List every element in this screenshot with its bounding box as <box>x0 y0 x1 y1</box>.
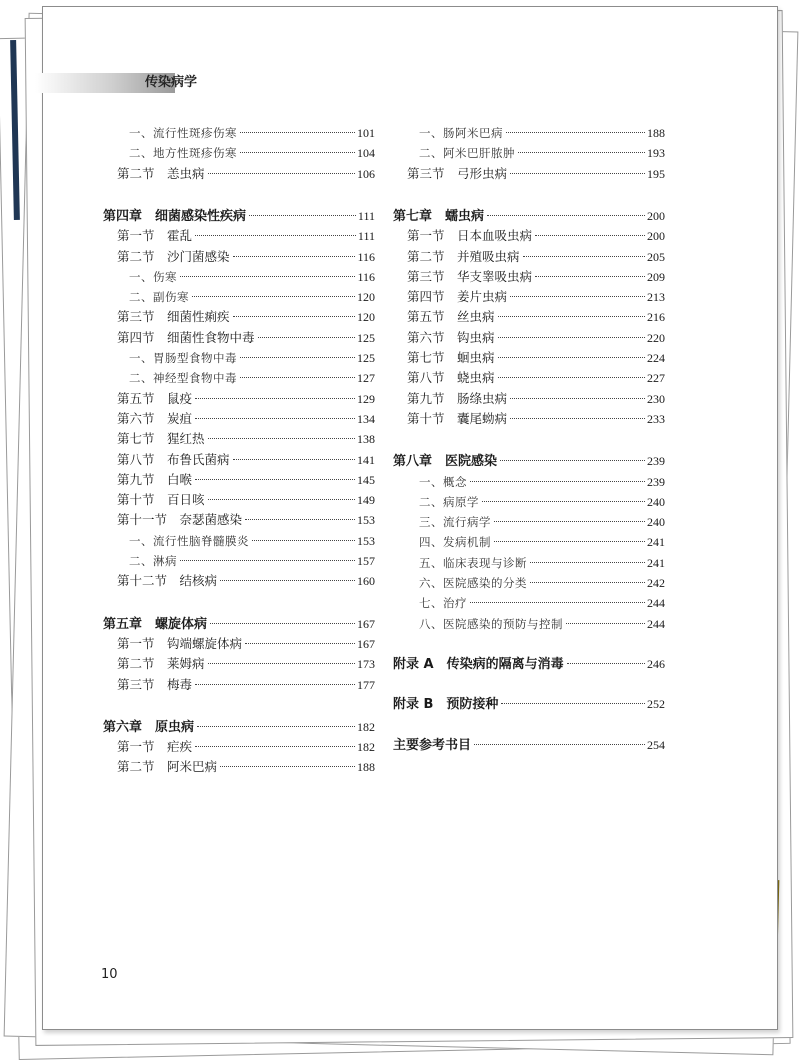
toc-entry-page: 209 <box>647 269 665 284</box>
toc-entry-title: 第八节 布鲁氏菌病 <box>117 451 230 467</box>
dot-leader <box>494 541 645 542</box>
dot-leader <box>195 398 355 399</box>
toc-item-entry[interactable] <box>103 123 375 143</box>
toc-section-entry[interactable] <box>393 368 665 388</box>
dot-leader <box>470 481 645 482</box>
toc-entry-title: 二、阿米巴肝脓肿 <box>419 146 515 161</box>
toc-item-entry[interactable] <box>103 267 375 287</box>
toc-item-entry[interactable] <box>393 123 665 143</box>
toc-section-entry[interactable] <box>393 226 665 246</box>
toc-section-entry[interactable] <box>393 287 665 307</box>
dot-leader <box>523 256 645 257</box>
toc-item-entry[interactable] <box>393 593 665 613</box>
toc-entry-title: 六、医院感染的分类 <box>419 576 527 590</box>
toc-entry-title: 二、病原学 <box>419 494 479 509</box>
toc-entry-page: 246 <box>647 656 665 671</box>
dot-leader <box>180 276 355 277</box>
dot-leader <box>498 337 645 338</box>
toc-entry-title: 一、概念 <box>419 474 467 489</box>
dot-leader <box>510 296 645 297</box>
dot-leader <box>208 499 355 500</box>
toc-entry-title: 第六节 钩虫病 <box>407 329 495 345</box>
toc-entry-page: 125 <box>357 351 375 365</box>
dot-leader <box>498 377 645 378</box>
dot-leader <box>482 501 645 502</box>
toc-item-entry[interactable] <box>103 368 375 388</box>
toc-entry-title: 第二节 莱姆病 <box>117 656 205 672</box>
toc-section-entry[interactable] <box>103 429 375 449</box>
toc-entry-page: 244 <box>647 596 665 611</box>
toc-chapter-entry[interactable] <box>393 451 665 471</box>
toc-entry-page: 224 <box>647 351 665 365</box>
toc-entry-page: 111 <box>357 229 375 244</box>
toc-chapter-entry[interactable] <box>103 717 375 737</box>
toc-entry-title: 一、肠阿米巴病 <box>419 126 503 140</box>
toc-entry-page: 240 <box>647 515 665 530</box>
toc-section-entry[interactable] <box>103 247 375 267</box>
toc-entry-page: 252 <box>647 697 665 712</box>
toc-section-entry[interactable] <box>103 675 375 695</box>
toc-section-entry[interactable] <box>393 164 665 184</box>
toc-entry-title: 第四节 姜片虫病 <box>407 289 508 305</box>
toc-entry-title: 五、临床表现与诊断 <box>419 555 527 570</box>
dot-leader <box>195 235 356 236</box>
dot-leader <box>252 540 355 541</box>
toc-section-entry[interactable] <box>103 470 375 490</box>
dot-leader <box>474 744 645 745</box>
dot-leader <box>195 418 355 419</box>
toc-entry-page: 239 <box>647 454 665 469</box>
toc-entry-title: 第三节 弓形虫病 <box>407 165 508 181</box>
toc-item-entry[interactable] <box>103 551 375 571</box>
toc-entry-page: 200 <box>647 208 665 223</box>
toc-entry-title: 第二节 恙虫病 <box>117 165 205 181</box>
toc-entry-title: 附录 A 传染病的隔离与消毒 <box>393 656 564 672</box>
toc-section-entry[interactable] <box>103 737 375 757</box>
toc-entry-title: 第三节 细菌性痢疾 <box>117 309 230 325</box>
toc-appendix-entry[interactable] <box>393 654 665 674</box>
dot-leader <box>470 602 645 603</box>
dot-leader <box>500 460 645 461</box>
toc-section-entry[interactable] <box>103 490 375 510</box>
dot-leader <box>510 173 645 174</box>
toc-section-entry[interactable] <box>103 757 375 777</box>
dot-leader <box>258 337 355 338</box>
toc-entry-page: 244 <box>647 616 665 631</box>
toc-item-entry[interactable] <box>393 553 665 573</box>
toc-section-entry[interactable] <box>393 267 665 287</box>
toc-entry-title: 第一节 钩端螺旋体病 <box>117 635 243 651</box>
toc-entry-page: 220 <box>647 330 665 345</box>
dot-leader <box>566 623 645 624</box>
dot-leader <box>220 580 355 581</box>
toc-entry-page: 153 <box>357 513 375 528</box>
toc-entry-page: 177 <box>357 677 375 692</box>
toc-entry-page: 242 <box>647 576 665 590</box>
toc-entry-page: 241 <box>647 555 665 570</box>
dot-leader <box>506 132 645 133</box>
toc-entry-page: 111 <box>357 208 375 223</box>
toc-item-entry[interactable] <box>393 492 665 512</box>
toc-entry-page: 138 <box>357 432 375 447</box>
toc-entry-title: 一、流行性斑疹伤寒 <box>129 126 237 140</box>
toc-entry-page: 167 <box>357 636 375 651</box>
toc-entry-page: 104 <box>357 146 375 161</box>
toc-entry-title: 第七节 蛔虫病 <box>407 350 495 365</box>
dot-leader <box>530 582 645 583</box>
toc-entry-page: 127 <box>357 371 375 386</box>
toc-section-entry[interactable] <box>393 348 665 368</box>
toc-entry-page: 160 <box>357 574 375 589</box>
toc-entry-page: 182 <box>357 719 375 734</box>
dot-leader <box>220 766 355 767</box>
toc-section-entry[interactable] <box>103 571 375 591</box>
dot-leader <box>233 316 355 317</box>
toc-entry-page: 213 <box>647 290 665 305</box>
toc-entry-title: 二、副伤寒 <box>129 290 189 305</box>
toc-entry-title: 四、发病机制 <box>419 535 491 550</box>
toc-entry-title: 七、治疗 <box>419 596 467 611</box>
toc-entry-title: 第一节 疟疾 <box>117 739 193 755</box>
dot-leader <box>240 132 355 133</box>
dot-leader <box>233 459 355 460</box>
dot-leader <box>487 215 645 216</box>
toc-item-entry[interactable] <box>393 472 665 492</box>
dot-leader <box>498 357 645 358</box>
toc-entry-title: 第二节 阿米巴病 <box>117 759 218 775</box>
toc-entry-title: 第七章 蠕虫病 <box>393 208 485 224</box>
dot-leader <box>510 398 645 399</box>
dot-leader <box>245 519 355 520</box>
toc-entry-title: 二、地方性斑疹伤寒 <box>129 146 237 161</box>
dot-leader <box>210 623 355 624</box>
toc-entry-page: 129 <box>357 391 375 406</box>
dot-leader <box>530 562 645 563</box>
toc-section-entry[interactable] <box>103 654 375 674</box>
toc-item-entry[interactable] <box>103 143 375 163</box>
toc-section-entry[interactable] <box>393 307 665 327</box>
toc-entry-title: 二、神经型食物中毒 <box>129 371 237 386</box>
toc-entry-page: 120 <box>357 310 375 325</box>
toc-entry-title: 主要参考书目 <box>393 737 472 753</box>
toc-entry-title: 第三节 华支睾吸虫病 <box>407 268 533 284</box>
dot-leader <box>195 479 355 480</box>
toc-entry-title: 二、淋病 <box>129 554 177 568</box>
toc-entry-page: 227 <box>647 371 665 386</box>
toc-entry-page: 153 <box>357 533 375 548</box>
dot-leader <box>233 256 356 257</box>
toc-section-entry[interactable] <box>103 307 375 327</box>
toc-entry-title: 第十节 百日咳 <box>117 492 205 508</box>
toc-entry-page: 193 <box>647 146 665 161</box>
toc-entry-page: 125 <box>357 330 375 345</box>
toc-appendix-entry[interactable] <box>393 735 665 755</box>
toc-entry-title: 第十节 囊尾蚴病 <box>407 410 508 426</box>
toc-entry-page: 116 <box>357 249 375 264</box>
toc-section-entry[interactable] <box>103 450 375 470</box>
dot-leader <box>518 152 645 153</box>
toc-entry-page: 241 <box>647 535 665 550</box>
dot-leader <box>245 643 355 644</box>
toc-section-entry[interactable] <box>103 389 375 409</box>
toc-entry-page: 101 <box>357 126 375 140</box>
toc-entry-page: 167 <box>357 616 375 631</box>
dot-leader <box>195 746 355 747</box>
toc-entry-page: 157 <box>357 554 375 568</box>
toc-entry-page: 240 <box>647 494 665 509</box>
toc-entry-title: 第十一节 奈瑟菌感染 <box>117 512 243 528</box>
toc-entry-page: 233 <box>647 411 665 426</box>
toc-entry-title: 第五节 鼠疫 <box>117 390 193 406</box>
toc-entry-title: 第八章 医院感染 <box>393 454 498 470</box>
toc-entry-page: 195 <box>647 166 665 181</box>
toc-entry-title: 第十二节 结核病 <box>117 573 218 589</box>
toc-section-entry[interactable] <box>103 409 375 429</box>
toc-entry-title: 第六章 原虫病 <box>103 719 195 735</box>
toc-chapter-entry[interactable] <box>103 614 375 634</box>
toc-entry-page: 120 <box>357 290 375 305</box>
dot-leader <box>567 663 645 664</box>
toc-entry-page: 230 <box>647 391 665 406</box>
toc-section-entry[interactable] <box>393 389 665 409</box>
running-header-title: 传染病学 <box>145 75 198 90</box>
toc-item-entry[interactable] <box>103 287 375 307</box>
dot-leader <box>208 173 355 174</box>
page-number: 10 <box>101 967 118 982</box>
toc-entry-page: 141 <box>357 452 375 467</box>
toc-entry-title: 第八节 蛲虫病 <box>407 370 495 386</box>
toc-section-entry[interactable] <box>103 328 375 348</box>
toc-entry-page: 134 <box>357 411 375 426</box>
toc-entry-page: 239 <box>647 474 665 489</box>
toc-entry-page: 145 <box>357 472 375 487</box>
dot-leader <box>535 276 645 277</box>
toc-entry-title: 第一节 霍乱 <box>117 228 193 244</box>
dot-leader <box>498 316 645 317</box>
toc-entry-page: 188 <box>647 126 665 140</box>
toc-item-entry[interactable] <box>393 143 665 163</box>
toc-item-entry[interactable] <box>103 348 375 368</box>
toc-entry-title: 第二节 并殖吸虫病 <box>407 248 520 264</box>
toc-entry-page: 216 <box>647 310 665 325</box>
dot-leader <box>494 521 645 522</box>
toc-entry-title: 八、医院感染的预防与控制 <box>419 616 563 631</box>
toc-entry-title: 一、伤寒 <box>129 269 177 284</box>
toc-entry-page: 116 <box>357 269 375 284</box>
toc-entry-title: 第五章 螺旋体病 <box>103 616 208 632</box>
dot-leader <box>240 377 355 378</box>
toc-entry-title: 第三节 梅毒 <box>117 676 193 692</box>
toc-entry-page: 200 <box>647 229 665 244</box>
toc-item-entry[interactable] <box>103 531 375 551</box>
toc-entry-title: 第四节 细菌性食物中毒 <box>117 329 255 345</box>
toc-item-entry[interactable] <box>393 532 665 552</box>
toc-item-entry[interactable] <box>393 614 665 634</box>
toc-entry-title: 第五节 丝虫病 <box>407 309 495 325</box>
dot-leader <box>535 235 645 236</box>
toc-entry-page: 188 <box>357 760 375 775</box>
toc-entry-title: 附录 B 预防接种 <box>393 697 499 713</box>
toc-entry-title: 一、流行性脑脊髓膜炎 <box>129 533 249 548</box>
dot-leader <box>240 357 355 358</box>
toc-item-entry[interactable] <box>393 512 665 532</box>
toc-entry-page: 106 <box>357 166 375 181</box>
dot-leader <box>192 296 355 297</box>
toc-entry-title: 第四章 细菌感染性疾病 <box>103 208 247 224</box>
dot-leader <box>249 215 356 216</box>
toc-section-entry[interactable] <box>103 226 375 246</box>
toc-chapter-entry[interactable] <box>393 206 665 226</box>
toc-section-entry[interactable] <box>103 510 375 530</box>
toc-entry-title: 第二节 沙门菌感染 <box>117 248 230 264</box>
toc-section-entry[interactable] <box>393 409 665 429</box>
dot-leader <box>208 438 355 439</box>
toc-chapter-entry[interactable] <box>103 206 375 226</box>
toc-entry-title: 一、胃肠型食物中毒 <box>129 351 237 365</box>
toc-entry-page: 182 <box>357 740 375 755</box>
dot-leader <box>197 726 355 727</box>
toc-entry-page: 149 <box>357 493 375 508</box>
book-page <box>42 6 778 1030</box>
toc-section-entry[interactable] <box>393 328 665 348</box>
toc-appendix-entry[interactable] <box>393 694 665 714</box>
toc-section-entry[interactable] <box>103 634 375 654</box>
toc-entry-title: 第七节 猩红热 <box>117 431 205 447</box>
toc-entry-page: 173 <box>357 657 375 672</box>
dot-leader <box>240 152 355 153</box>
dot-leader <box>195 684 355 685</box>
toc-section-entry[interactable] <box>393 247 665 267</box>
toc-entry-title: 第六节 炭疽 <box>117 410 193 426</box>
toc-entry-page: 205 <box>647 249 665 264</box>
toc-entry-page: 254 <box>647 737 665 752</box>
dot-leader <box>501 703 645 704</box>
dot-leader <box>180 560 355 561</box>
toc-entry-title: 三、流行病学 <box>419 515 491 530</box>
dot-leader <box>510 418 645 419</box>
toc-item-entry[interactable] <box>393 573 665 593</box>
toc-entry-title: 第一节 日本血吸虫病 <box>407 228 533 244</box>
toc-entry-title: 第九节 白喉 <box>117 471 193 487</box>
toc-entry-title: 第九节 肠绦虫病 <box>407 390 508 406</box>
toc-section-entry[interactable] <box>103 164 375 184</box>
dot-leader <box>208 663 355 664</box>
